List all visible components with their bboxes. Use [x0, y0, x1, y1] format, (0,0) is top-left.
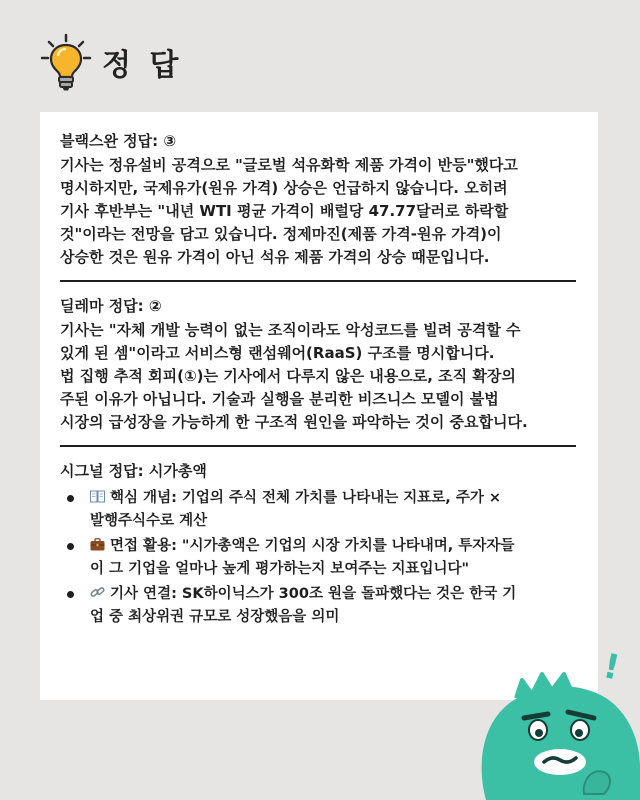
bullet-line: 이 그 기업을 얼마나 높게 평가하는지 보여주는 지표입니다"	[90, 561, 470, 577]
body-line: 주된 이유가 아닙니다. 기술과 실행을 분리한 비즈니스 모델이 불법	[60, 390, 499, 408]
section-body	[60, 154, 576, 269]
list-item	[60, 487, 576, 533]
dinosaur-mascot	[472, 644, 640, 800]
body-line: 것"이라는 전망을 담고 있습니다. 정제마진(제품 가격-원유 가격)이	[60, 225, 502, 243]
list-item	[60, 535, 576, 581]
body-line: 기사는 "자체 개발 능력이 없는 조직이라도 악성코드를 빌려 공격할 수	[60, 321, 521, 339]
body-line: 법 집행 추적 회피(①)는 기사에서 다루지 않은 내용으로, 조직 확장의	[60, 367, 516, 385]
bullet-line: 면접 활용: "시가총액은 기업의 시장 가치를 나타내며, 투자자들	[110, 538, 515, 554]
signal-section	[60, 460, 576, 629]
answer-card	[40, 112, 598, 700]
section-title: 블랙스완 정답: ③	[60, 132, 177, 150]
book-icon	[90, 490, 105, 503]
body-line: 기사는 정유설비 공격으로 "글로벌 석유화학 제품 가격이 반등"했다고	[60, 156, 518, 174]
bullet-line: 발행주식수로 계산	[90, 513, 208, 529]
briefcase-icon	[90, 538, 105, 551]
section-body	[60, 319, 576, 434]
signal-list	[60, 487, 576, 629]
body-line: 기사 후반부는 "내년 WTI 평균 가격이 배럴당 47.77달러로 하락할	[60, 202, 509, 220]
divider	[60, 445, 576, 447]
exclamation-mark: !	[599, 646, 624, 689]
black-swan-section	[60, 130, 576, 269]
bullet-line: 업 중 최상위권 규모로 성장했음을 의미	[90, 609, 340, 625]
list-item	[60, 583, 576, 629]
section-title: 딜레마 정답: ②	[60, 297, 162, 315]
header	[38, 32, 182, 92]
page-title: 정 답	[102, 48, 183, 83]
lightbulb-icon	[38, 32, 94, 92]
body-line: 시장의 급성장을 가능하게 한 구조적 원인을 파악하는 것이 중요합니다.	[60, 413, 528, 431]
body-line: 있게 된 셈"이라고 서비스형 랜섬웨어(RaaS) 구조를 명시합니다.	[60, 344, 495, 362]
link-icon	[90, 586, 105, 599]
divider	[60, 280, 576, 282]
body-line: 명시하지만, 국제유가(원유 가격) 상승은 언급하지 않습니다. 오히려	[60, 179, 508, 197]
dilemma-section	[60, 295, 576, 434]
bullet-line: 핵심 개념: 기업의 주식 전체 가치를 나타내는 지표로, 주가 ×	[110, 490, 502, 506]
body-line: 상승한 것은 원유 가격이 아닌 석유 제품 가격의 상승 때문입니다.	[60, 248, 490, 266]
section-title: 시그널 정답: 시가총액	[60, 462, 207, 480]
bullet-line: 기사 연결: SK하이닉스가 300조 원을 돌파했다는 것은 한국 기	[110, 586, 517, 602]
